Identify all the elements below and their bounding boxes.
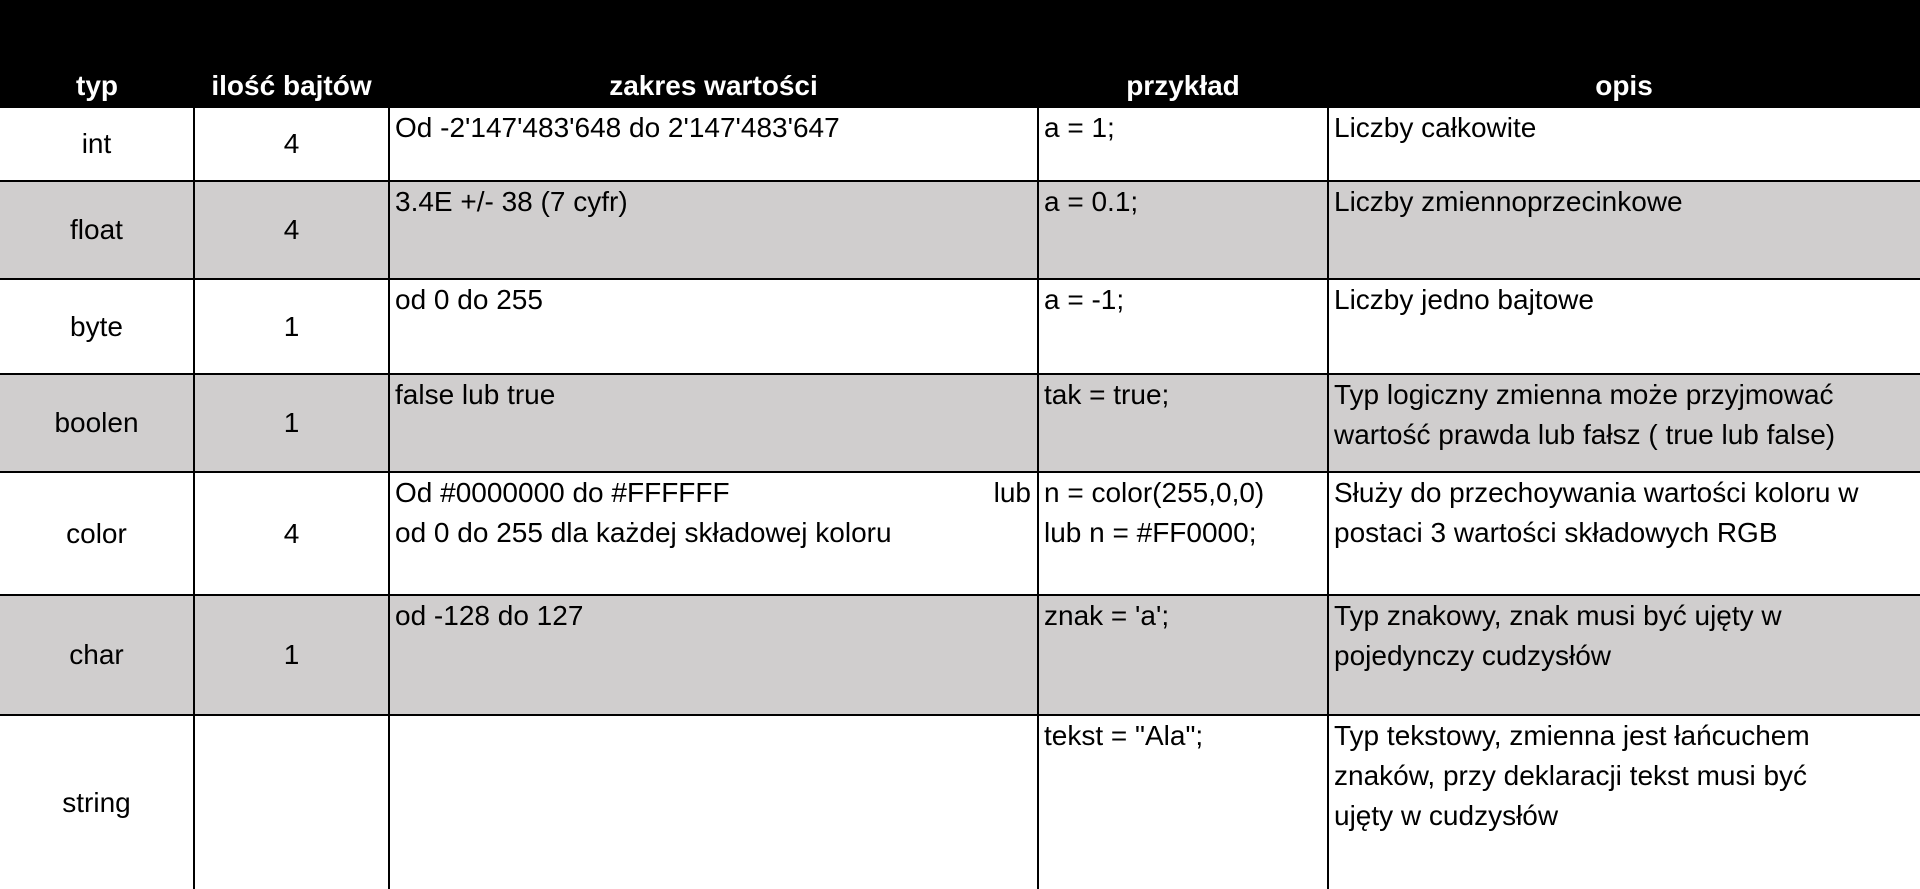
cell-text-line: lub n = #FF0000; xyxy=(1044,517,1257,548)
header-row xyxy=(0,0,1920,108)
cell-text-line: znaków, przy deklaracji tekst musi być xyxy=(1334,760,1808,791)
cell-description[interactable] xyxy=(1328,181,1920,279)
cell-range[interactable] xyxy=(389,715,1038,889)
cell-text-line: pojedynczy cudzysłów xyxy=(1334,640,1612,671)
table-row xyxy=(0,279,1920,374)
range-or-text: lub xyxy=(993,477,1031,508)
cell-text-line: wartość prawda lub fałsz ( true lub false) xyxy=(1334,419,1836,450)
cell-description[interactable] xyxy=(1328,715,1920,889)
cell-text-line xyxy=(395,473,1031,513)
table-row xyxy=(0,108,1920,181)
table-row xyxy=(0,595,1920,715)
cell-example[interactable] xyxy=(1038,374,1328,472)
table-row xyxy=(0,374,1920,472)
header-description[interactable]: opis xyxy=(1328,0,1920,108)
cell-text-line: Służy do przechoywania wartości koloru w xyxy=(1334,477,1859,508)
table-row xyxy=(0,715,1920,889)
cell-text-line: od -128 do 127 xyxy=(395,600,584,631)
cell-text-line: Typ logiczny zmienna może przyjmować xyxy=(1334,379,1834,410)
cell-text-line: n = color(255,0,0) xyxy=(1044,477,1265,508)
cell-description[interactable] xyxy=(1328,108,1920,181)
cell-type[interactable]: color xyxy=(0,472,194,595)
cell-example[interactable] xyxy=(1038,715,1328,889)
header-bytes[interactable]: ilość bajtów xyxy=(194,0,389,108)
cell-type[interactable]: int xyxy=(0,108,194,181)
header-range[interactable]: zakres wartości xyxy=(389,0,1038,108)
cell-text-line: od 0 do 255 dla każdej składowej koloru xyxy=(395,517,892,548)
cell-range[interactable] xyxy=(389,472,1038,595)
cell-type[interactable]: string xyxy=(0,715,194,889)
cell-type[interactable]: boolen xyxy=(0,374,194,472)
cell-text-line: ujęty w cudzysłów xyxy=(1334,800,1559,831)
cell-description[interactable] xyxy=(1328,374,1920,472)
cell-description[interactable] xyxy=(1328,472,1920,595)
cell-text-line: Typ znakowy, znak musi być ujęty w xyxy=(1334,600,1782,631)
cell-type[interactable]: char xyxy=(0,595,194,715)
cell-range[interactable] xyxy=(389,374,1038,472)
cell-description[interactable] xyxy=(1328,595,1920,715)
cell-type[interactable]: float xyxy=(0,181,194,279)
cell-text-line: Liczby całkowite xyxy=(1334,112,1537,143)
cell-bytes[interactable]: 4 xyxy=(194,108,389,181)
cell-example[interactable] xyxy=(1038,279,1328,374)
cell-range[interactable] xyxy=(389,108,1038,181)
cell-bytes[interactable]: 1 xyxy=(194,595,389,715)
cell-text-line: postaci 3 wartości składowych RGB xyxy=(1334,517,1778,548)
table-row xyxy=(0,181,1920,279)
cell-example[interactable] xyxy=(1038,181,1328,279)
cell-bytes[interactable]: 4 xyxy=(194,181,389,279)
cell-bytes[interactable]: 4 xyxy=(194,472,389,595)
cell-text-line: Liczby jedno bajtowe xyxy=(1334,284,1594,315)
cell-text-line: tekst = "Ala"; xyxy=(1044,720,1204,751)
cell-text-line: 3.4E +/- 38 (7 cyfr) xyxy=(395,186,628,217)
cell-range[interactable] xyxy=(389,595,1038,715)
cell-bytes[interactable]: 1 xyxy=(194,374,389,472)
cell-text-line: a = 1; xyxy=(1044,112,1115,143)
cell-text-line: tak = true; xyxy=(1044,379,1170,410)
cell-text-line: od 0 do 255 xyxy=(395,284,543,315)
cell-description[interactable] xyxy=(1328,279,1920,374)
cell-example[interactable] xyxy=(1038,472,1328,595)
table-row xyxy=(0,472,1920,595)
cell-text-line: a = 0.1; xyxy=(1044,186,1139,217)
range-text: Od #0000000 do #FFFFFF xyxy=(395,477,730,508)
cell-text-line: Liczby zmiennoprzecinkowe xyxy=(1334,186,1683,217)
cell-text-line: znak = 'a'; xyxy=(1044,600,1170,631)
cell-range[interactable] xyxy=(389,279,1038,374)
cell-text-line: Od -2'147'483'648 do 2'147'483'647 xyxy=(395,112,840,143)
cell-range[interactable] xyxy=(389,181,1038,279)
cell-bytes[interactable] xyxy=(194,715,389,889)
cell-bytes[interactable]: 1 xyxy=(194,279,389,374)
header-type[interactable]: typ xyxy=(0,0,194,108)
cell-text-line: a = -1; xyxy=(1044,284,1125,315)
cell-text-line: false lub true xyxy=(395,379,556,410)
cell-text-line: Typ tekstowy, zmienna jest łańcuchem xyxy=(1334,720,1810,751)
cell-example[interactable] xyxy=(1038,595,1328,715)
cell-example[interactable] xyxy=(1038,108,1328,181)
cell-type[interactable]: byte xyxy=(0,279,194,374)
header-example[interactable]: przykład xyxy=(1038,0,1328,108)
